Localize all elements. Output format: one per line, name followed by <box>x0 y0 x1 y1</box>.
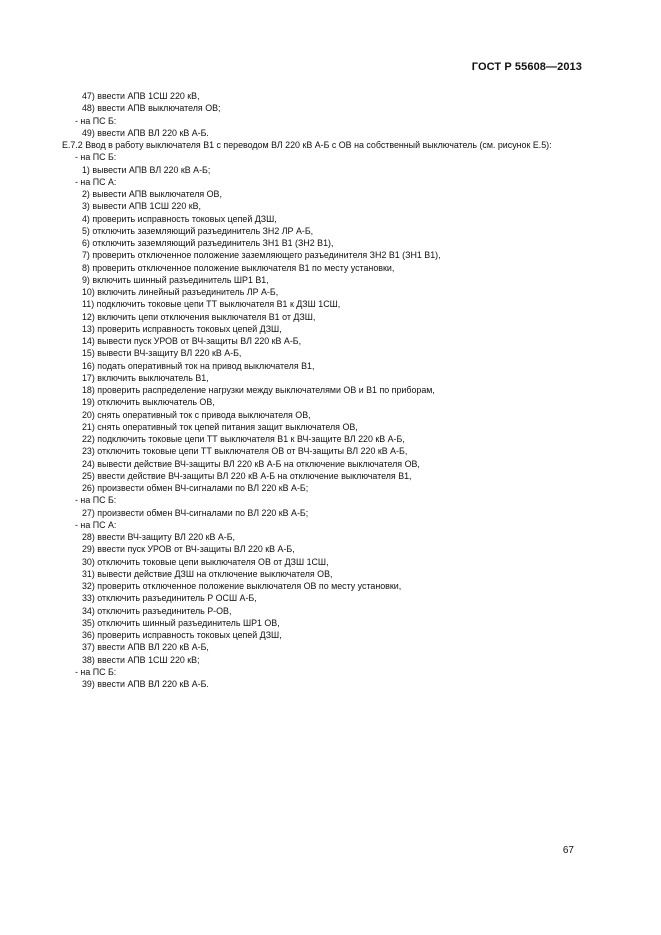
list-item: 32) проверить отключенное положение выключателя ОВ по месту установки, <box>82 581 402 591</box>
list-item: 6) отключить заземляющий разъединитель ЗН1 В1 (ЗН2 В1), <box>82 238 334 248</box>
document-header: ГОСТ Р 55608—2013 <box>471 61 582 73</box>
list-item: 22) подключить токовые цепи ТТ выключателя В1 к ВЧ-защите ВЛ 220 кВ А-Б, <box>82 434 405 444</box>
document-body <box>45 90 583 690</box>
list-item: 16) подать оперативный ток на привод выключателя В1, <box>82 360 315 371</box>
list-item: 31) вывести действие ДЗШ на отключение выключателя ОВ, <box>82 568 333 579</box>
list-item: 12) включить цепи отключения выключателя В1 от ДЗШ, <box>82 311 316 322</box>
list-item: 33) отключить разъединитель Р ОСШ А-Б, <box>82 593 257 604</box>
list-item: 13) проверить исправность токовых цепей ДЗШ, <box>82 323 282 334</box>
list-item: 9) включить шинный разъединитель ШР1 В1, <box>82 274 269 285</box>
list-item: 2) вывести АПВ выключателя ОВ, <box>82 189 222 199</box>
section-paragraph: Е.7.2 Ввод в работу выключателя В1 с переводом ВЛ 220 кВ А-Б с ОВ на собственный выключатель (см. рисунок Е.5): <box>62 140 552 150</box>
location-heading: - на ПС Б: <box>75 666 117 677</box>
list-item: 30) отключить токовые цепи выключателя ОВ от ДЗШ 1СШ, <box>82 556 329 567</box>
list-item: 5) отключить заземляющий разъединитель ЗН2 ЛР А-Б, <box>82 225 314 236</box>
list-item: 39) ввести АПВ ВЛ 220 кВ А-Б. <box>82 679 209 689</box>
list-item: 15) вывести ВЧ-защиту ВЛ 220 кВ А-Б, <box>82 348 242 359</box>
page-number: 67 <box>562 845 574 856</box>
list-item: 49) ввести АПВ ВЛ 220 кВ А-Б. <box>82 127 209 138</box>
location-heading: - на ПС Б: <box>75 495 117 506</box>
list-item: 4) проверить исправность токовых цепей ДЗШ, <box>82 213 277 224</box>
list-item: 26) произвести обмен ВЧ-сигналами по ВЛ 220 кВ А-Б; <box>82 483 309 493</box>
list-item: 38) ввести АПВ 1СШ 220 кВ; <box>82 654 200 665</box>
list-item: 36) проверить исправность токовых цепей ДЗШ, <box>82 630 282 640</box>
list-item: 47) ввести АПВ 1СШ 220 кВ, <box>82 91 200 101</box>
list-item: 28) ввести ВЧ-защиту ВЛ 220 кВ А-Б, <box>82 532 236 542</box>
location-heading: - на ПС А: <box>75 519 117 530</box>
list-item: 29) ввести пуск УРОВ от ВЧ-защиты ВЛ 220 кВ А-Б, <box>82 544 295 555</box>
list-item: 34) отключить разъединитель Р-ОВ, <box>82 605 232 616</box>
list-item: 25) ввести действие ВЧ-защиты ВЛ 220 кВ А-Б на отключение выключателя В1, <box>82 470 412 481</box>
list-item: 18) проверить распределение нагрузки между выключателями ОВ и В1 по приборам, <box>82 385 435 395</box>
list-item: 17) включить выключатель В1, <box>82 372 209 383</box>
list-item: 20) снять оперативный ток с привода выключателя ОВ, <box>82 409 311 420</box>
list-item: 48) ввести АПВ выключателя ОВ; <box>82 103 221 114</box>
list-item: 23) отключить токовые цепи ТТ выключателя ОВ от ВЧ-защиты ВЛ 220 кВ А-Б, <box>82 446 408 457</box>
list-item: 3) вывести АПВ 1СШ 220 кВ, <box>82 201 201 212</box>
list-item: 24) вывести действие ВЧ-защиты ВЛ 220 кВ А-Б на отключение выключателя ОВ, <box>82 458 420 469</box>
list-item: 35) отключить шинный разъединитель ШР1 ОВ, <box>82 617 280 628</box>
list-item: 11) подключить токовые цепи ТТ выключателя В1 к ДЗШ 1СШ, <box>82 299 341 310</box>
list-item: 37) ввести АПВ ВЛ 220 кВ А-Б, <box>82 642 209 653</box>
location-heading: - на ПС А: <box>75 176 117 187</box>
list-item: 27) произвести обмен ВЧ-сигналами по ВЛ 220 кВ А-Б; <box>82 507 309 518</box>
location-heading: - на ПС Б: <box>75 152 117 163</box>
list-item: 1) вывести АПВ ВЛ 220 кВ А-Б; <box>82 164 211 175</box>
list-item: 7) проверить отключенное положение заземляющего разъединителя ЗН2 В1 (ЗН1 В1), <box>82 250 441 261</box>
list-item: 21) снять оперативный ток цепей питания защит выключателя ОВ, <box>82 421 358 432</box>
list-item: 14) вывести пуск УРОВ от ВЧ-защиты ВЛ 220 кВ А-Б, <box>82 336 302 346</box>
list-item: 8) проверить отключенное положение выключателя В1 по месту установки, <box>82 262 395 273</box>
list-item: 10) включить линейный разъединитель ЛР А-Б, <box>82 287 279 297</box>
list-item: 19) отключить выключатель ОВ, <box>82 397 215 408</box>
location-heading: - на ПС Б: <box>75 115 117 126</box>
